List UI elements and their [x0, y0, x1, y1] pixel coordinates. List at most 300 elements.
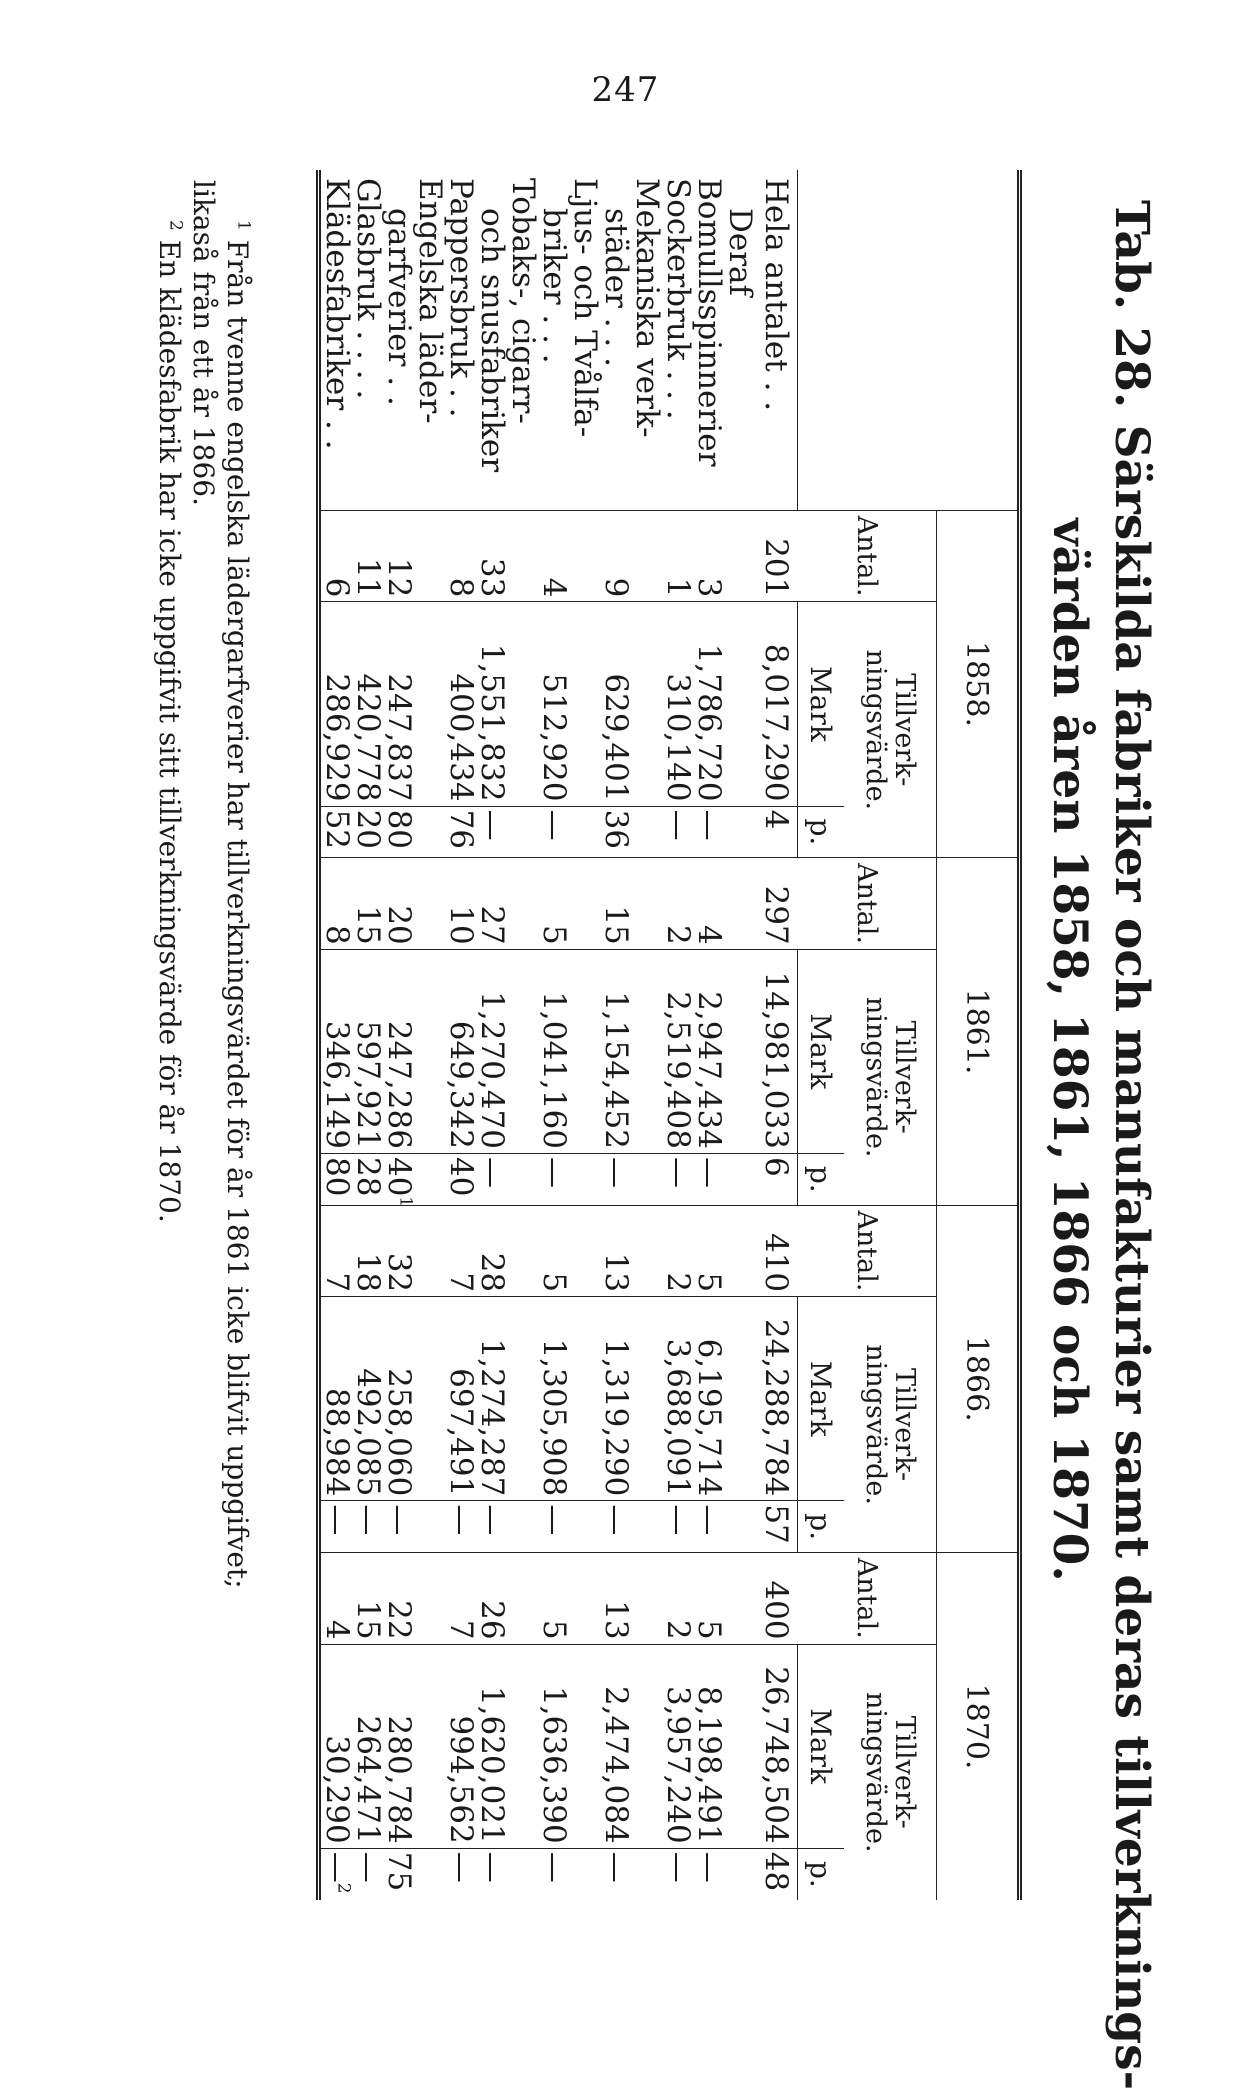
- footnote-text: Från tvenne engelska lädergarfverier har tillverkningsvärdet för år 1861 icke blifvit uppgifvet;: [221, 239, 254, 1589]
- cell-value: —: [350, 1504, 386, 1536]
- cell-1870-mark: [414, 1644, 445, 1848]
- table-row: [662, 170, 693, 1900]
- cell-1861-antal: [350, 858, 386, 950]
- table-row: [507, 170, 538, 1900]
- factory-values-table: [316, 170, 1022, 1900]
- cell-value: 15: [350, 905, 386, 945]
- table-row: [600, 170, 631, 1900]
- cell-value: 9: [598, 577, 634, 598]
- cell-value: 410: [758, 1232, 795, 1293]
- header-mark-1861: Mark: [798, 949, 845, 1153]
- header-tillverk-line2: ningsvärde.: [860, 996, 891, 1158]
- cell-value: 5: [536, 1619, 572, 1640]
- cell-1858-antal: [598, 510, 634, 602]
- cell-value: 6: [758, 1156, 794, 1177]
- cell-value: 15: [350, 1600, 386, 1640]
- cell-1870-p: [381, 1848, 417, 1900]
- cell-1870-p: [724, 1848, 755, 1900]
- cell-1861-p: [569, 1153, 600, 1205]
- cell-value: —: [598, 1504, 634, 1536]
- cell-1861-p: [631, 1153, 662, 1205]
- cell-1861-antal: [414, 858, 445, 950]
- cell-value: 4: [536, 577, 572, 598]
- cell-1866-antal: [598, 1205, 634, 1297]
- cell-1870-antal: [691, 1553, 727, 1645]
- cell-1858-p: [631, 806, 662, 858]
- cell-1861-mark: [691, 949, 727, 1153]
- cell-1858-antal: [414, 510, 445, 602]
- cell-value: 2: [660, 1619, 696, 1640]
- cell-value: 1: [660, 577, 696, 598]
- header-antal-1861: Antal.: [798, 858, 937, 950]
- cell-1870-mark: [319, 1644, 353, 1848]
- rotated-table-page: [101, 160, 1172, 2090]
- cell-1866-mark: [319, 1297, 353, 1501]
- cell-value: 2: [660, 1272, 696, 1293]
- cell-1858-p: [350, 806, 386, 858]
- cell-1861-mark: [569, 949, 600, 1153]
- header-antal-1858: Antal.: [798, 510, 937, 602]
- cell-value: —: [691, 1851, 727, 1883]
- cell-1861-p: [724, 1153, 755, 1205]
- cell-value: 33: [474, 557, 510, 598]
- cell-value: 7: [319, 1272, 355, 1293]
- cell-value: 13: [598, 1252, 634, 1293]
- cell-value: 597,921: [350, 1020, 386, 1149]
- cell-1866-antal: [660, 1205, 696, 1297]
- cell-value: —: [691, 1504, 727, 1536]
- header-year-1858: 1858.: [937, 510, 1020, 857]
- cell-1858-p: [474, 806, 510, 858]
- cell-1866-mark: [598, 1297, 634, 1501]
- cell-1870-antal: [569, 1553, 600, 1645]
- cell-1870-mark: [691, 1644, 727, 1848]
- cell-1861-antal: [381, 858, 417, 950]
- cell-value: —: [660, 1156, 696, 1188]
- row-label-text: Glasbruk . . . .: [350, 178, 386, 400]
- cell-value: —: [474, 1851, 510, 1883]
- row-label: [505, 170, 541, 510]
- header-tillverk-1866: [844, 1297, 937, 1553]
- cell-value: —: [536, 809, 572, 841]
- cell-1861-p: [598, 1153, 634, 1205]
- cell-value: 247,837: [381, 673, 417, 802]
- cell-value: 2,947,434: [691, 991, 727, 1149]
- row-label: [412, 170, 448, 510]
- footnote-2: [152, 180, 186, 1910]
- cell-value: 36: [598, 809, 634, 850]
- cell-value: 258,060: [381, 1368, 417, 1497]
- cell-1870-antal: [381, 1553, 417, 1645]
- cell-1870-p: [443, 1848, 479, 1900]
- cell-value: 4: [758, 809, 794, 830]
- cell-value: 7: [443, 1619, 479, 1640]
- cell-value: 28: [474, 1252, 510, 1293]
- cell-value: —: [381, 1504, 417, 1536]
- cell-1866-p: [474, 1501, 510, 1553]
- cell-1861-p: [350, 1153, 386, 1205]
- cell-value: 80: [319, 1156, 355, 1197]
- footnote-mark: 2: [165, 220, 186, 231]
- cell-1866-mark: [350, 1297, 386, 1501]
- header-antal-1870: Antal.: [798, 1553, 937, 1645]
- row-label: [536, 170, 572, 510]
- cell-1858-mark: [598, 602, 634, 806]
- cell-1861-mark: [319, 949, 353, 1153]
- cell-1858-mark: [507, 602, 538, 806]
- cell-1861-antal: [569, 858, 600, 950]
- cell-value: 20: [350, 809, 386, 850]
- row-label-text: Hela antalet . .: [758, 178, 794, 412]
- cell-value: —: [691, 809, 727, 841]
- cell-value: —: [319, 1851, 355, 1883]
- row-label-text: Ljus- och Tvålfa-: [567, 178, 603, 438]
- cell-value: 88,984: [319, 1387, 355, 1497]
- cell-1866-mark: [569, 1297, 600, 1501]
- cell-value: 297: [758, 885, 795, 945]
- table-row: [476, 170, 507, 1900]
- cell-1858-antal: [631, 510, 662, 602]
- row-label-text: Sockerbruk . . .: [660, 178, 696, 420]
- cell-1870-p: [631, 1848, 662, 1900]
- cell-1861-p: [507, 1153, 538, 1205]
- cell-value: 1,274,287: [474, 1338, 510, 1497]
- cell-1866-p: [414, 1501, 445, 1553]
- cell-value: 13: [598, 1600, 634, 1640]
- table-row: [724, 170, 755, 1900]
- cell-1858-p: [381, 806, 417, 858]
- row-label-text: Pappersbruk . .: [443, 178, 479, 418]
- cell-value: 52: [319, 809, 355, 850]
- cell-value: 1,041,160: [536, 991, 572, 1149]
- row-label-text: Deraf: [722, 208, 758, 296]
- cell-value: 264,471: [350, 1715, 386, 1844]
- footnote-1: [220, 180, 254, 1910]
- cell-1861-antal: [474, 858, 510, 950]
- header-year-1861: 1861.: [937, 858, 1020, 1205]
- cell-1858-antal: [691, 510, 727, 602]
- table-row: [414, 170, 445, 1900]
- cell-1861-p: [443, 1153, 479, 1205]
- cell-1858-mark: [319, 602, 353, 806]
- table-body: [319, 170, 798, 1900]
- cell-1858-p: [443, 806, 479, 858]
- cell-value: —: [660, 1504, 696, 1536]
- cell-1861-p: [381, 1153, 417, 1208]
- cell-1866-antal: [536, 1205, 572, 1297]
- cell-1870-mark: [474, 1644, 510, 1848]
- header-blank: [798, 170, 1020, 510]
- cell-value: 6: [319, 577, 355, 598]
- cell-1858-p: [660, 806, 696, 858]
- footnote-marker: 1: [395, 1196, 416, 1208]
- cell-value: 14,981,033: [758, 971, 794, 1149]
- cell-1866-mark: [631, 1297, 662, 1501]
- cell-value: 697,491: [443, 1368, 479, 1497]
- cell-value: 48: [758, 1851, 794, 1892]
- header-p-1870: p.: [798, 1848, 845, 1900]
- cell-1861-antal: [660, 858, 696, 950]
- cell-1870-mark: [536, 1644, 572, 1848]
- table-title: [1038, 200, 1162, 2090]
- cell-value: 5: [536, 1272, 572, 1293]
- header-year-1870: 1870.: [937, 1553, 1020, 1900]
- cell-1866-antal: [474, 1205, 510, 1297]
- cell-value: —: [536, 1851, 572, 1883]
- footnote-text: En klädesfabrik har icke uppgifvit sitt tillverkningsvärde för år 1870.: [153, 239, 186, 1223]
- cell-1866-mark: [414, 1297, 445, 1501]
- cell-1861-antal: [319, 858, 353, 950]
- cell-value: 26,748,504: [758, 1666, 794, 1844]
- cell-1861-antal: [724, 858, 755, 950]
- cell-value: 6,195,714: [691, 1338, 727, 1497]
- cell-1861-mark: [414, 949, 445, 1153]
- cell-1861-p: [755, 1153, 798, 1205]
- table-row: [538, 170, 569, 1900]
- cell-value: —: [474, 1504, 510, 1536]
- header-tillverk-line1: Tillverk-: [889, 1715, 920, 1829]
- cell-value: 649,342: [443, 1020, 479, 1149]
- cell-1866-mark: [724, 1297, 755, 1501]
- cell-1870-antal: [724, 1553, 755, 1645]
- cell-value: 1,305,908: [536, 1338, 572, 1497]
- cell-1861-mark: [631, 949, 662, 1153]
- cell-value: 18: [350, 1252, 386, 1293]
- header-mark-1858: Mark: [798, 602, 845, 806]
- header-p-1866: p.: [798, 1501, 845, 1553]
- cell-value: 80: [381, 809, 417, 850]
- cell-value: 1,154,452: [598, 991, 634, 1149]
- header-mark-1866: Mark: [798, 1297, 845, 1501]
- cell-1858-mark: [350, 602, 386, 806]
- cell-value: 1,636,390: [536, 1685, 572, 1844]
- cell-1866-p: [724, 1501, 755, 1553]
- cell-value: —: [474, 809, 510, 841]
- footnotes: [152, 180, 254, 1910]
- row-label: [381, 170, 417, 510]
- row-label: [319, 170, 353, 510]
- row-label-text: städer . . .: [598, 208, 634, 367]
- cell-1870-mark: [724, 1644, 755, 1848]
- header-year-1866: 1866.: [937, 1205, 1020, 1552]
- cell-1861-antal: [755, 858, 798, 950]
- cell-value: 28: [350, 1156, 386, 1197]
- cell-value: 1,786,720: [691, 643, 727, 802]
- cell-1870-p: [474, 1848, 510, 1900]
- cell-value: —: [536, 1504, 572, 1536]
- cell-1866-mark: [507, 1297, 538, 1501]
- cell-value: 8: [319, 925, 355, 945]
- cell-1870-mark: [660, 1644, 696, 1848]
- cell-1866-antal: [755, 1205, 798, 1297]
- cell-value: 3,957,240: [660, 1685, 696, 1844]
- cell-value: 310,140: [660, 673, 696, 802]
- cell-1858-antal: [536, 510, 572, 602]
- cell-1870-antal: [414, 1553, 445, 1645]
- cell-1858-mark: [536, 602, 572, 806]
- row-label: [598, 170, 634, 510]
- cell-value: 4: [691, 925, 727, 945]
- cell-1861-mark: [474, 949, 510, 1153]
- cell-1866-p: [536, 1501, 572, 1553]
- cell-1858-antal: [319, 510, 353, 602]
- cell-value: 27: [474, 905, 510, 945]
- cell-value: 22: [381, 1600, 417, 1640]
- cell-value: 8: [443, 577, 479, 598]
- cell-1870-antal: [507, 1553, 538, 1645]
- cell-1858-antal: [660, 510, 696, 602]
- cell-1858-mark: [691, 602, 727, 806]
- cell-1866-antal: [691, 1205, 727, 1297]
- cell-1870-p: [536, 1848, 572, 1900]
- cell-1861-antal: [536, 858, 572, 950]
- cell-value: 5: [691, 1272, 727, 1293]
- cell-1866-p: [443, 1501, 479, 1553]
- cell-1866-p: [631, 1501, 662, 1553]
- cell-value: —: [660, 809, 696, 841]
- row-label: [755, 170, 798, 510]
- cell-1861-mark: [660, 949, 696, 1153]
- cell-1858-p: [755, 806, 798, 858]
- cell-1866-mark: [755, 1297, 798, 1501]
- cell-1866-mark: [474, 1297, 510, 1501]
- cell-1866-p: [507, 1501, 538, 1553]
- row-label: [722, 170, 758, 510]
- cell-1866-mark: [381, 1297, 417, 1501]
- cell-1870-antal: [536, 1553, 572, 1645]
- cell-1870-antal: [660, 1553, 696, 1645]
- row-label: [474, 170, 510, 510]
- cell-1866-antal: [319, 1205, 353, 1297]
- cell-1858-mark: [724, 602, 755, 806]
- cell-1861-mark: [350, 949, 386, 1153]
- cell-1858-p: [536, 806, 572, 858]
- cell-1858-p: [507, 806, 538, 858]
- cell-value: 5: [536, 925, 572, 945]
- header-tillverk-1858: [844, 602, 937, 858]
- cell-value: 4: [319, 1619, 355, 1640]
- cell-value: 201: [758, 538, 795, 598]
- cell-1870-p: [319, 1848, 353, 1900]
- cell-1861-p: [536, 1153, 572, 1205]
- cell-1866-antal: [631, 1205, 662, 1297]
- footnote-1-continuation: likaså från ett år 1866.: [187, 180, 220, 507]
- cell-value: —: [598, 1156, 634, 1188]
- cell-1870-p: [598, 1848, 634, 1900]
- cell-1861-mark: [755, 949, 798, 1153]
- cell-value: 7: [443, 1272, 479, 1293]
- cell-1866-p: [755, 1501, 798, 1553]
- cell-1861-p: [691, 1153, 727, 1205]
- cell-1858-p: [691, 806, 727, 858]
- cell-1870-antal: [319, 1553, 353, 1645]
- cell-value: 1,551,832: [474, 643, 510, 802]
- cell-value: 2,474,084: [598, 1685, 634, 1844]
- cell-value: 10: [443, 905, 479, 945]
- cell-1866-antal: [569, 1205, 600, 1297]
- cell-1870-mark: [381, 1644, 417, 1848]
- cell-1858-antal: [443, 510, 479, 602]
- header-tillverk-line1: Tillverk-: [889, 1368, 920, 1482]
- cell-value: 2: [660, 925, 696, 945]
- cell-1861-mark: [536, 949, 572, 1153]
- row-label-text: Klädesfabriker . .: [319, 178, 355, 450]
- cell-value: —: [443, 1851, 479, 1883]
- cell-value: 26: [474, 1600, 510, 1640]
- cell-1866-mark: [443, 1297, 479, 1501]
- row-label-text: garfverier . .: [381, 208, 417, 406]
- cell-1866-antal: [724, 1205, 755, 1297]
- table-row: [352, 170, 383, 1900]
- row-label-text: Engelska läder-: [412, 178, 448, 424]
- cell-1858-p: [569, 806, 600, 858]
- cell-1866-p: [381, 1501, 417, 1553]
- cell-value: 76: [443, 809, 479, 850]
- row-label-text: Mekaniska verk-: [629, 178, 665, 438]
- cell-value: 3,688,091: [660, 1338, 696, 1497]
- cell-1858-mark: [660, 602, 696, 806]
- row-label-text: och snusfabriker: [474, 208, 510, 473]
- table-row: [445, 170, 476, 1900]
- header-tillverk-line1: Tillverk-: [889, 1020, 920, 1134]
- cell-value: 24,288,784: [758, 1318, 794, 1497]
- cell-1858-antal: [724, 510, 755, 602]
- cell-1858-mark: [381, 602, 417, 806]
- cell-value: 5: [691, 1619, 727, 1640]
- cell-1870-p: [755, 1848, 798, 1900]
- cell-1861-mark: [598, 949, 634, 1153]
- cell-1858-p: [724, 806, 755, 858]
- header-p-1858: p.: [798, 806, 845, 858]
- cell-1866-antal: [443, 1205, 479, 1297]
- header-tillverk-line2: ningsvärde.: [860, 1691, 891, 1853]
- cell-value: 629,401: [598, 673, 634, 802]
- table-title-line-2: värden åren 1858, 1861, 1866 och 1870.: [1042, 518, 1097, 1582]
- cell-1866-p: [691, 1501, 727, 1553]
- cell-1858-antal: [474, 510, 510, 602]
- cell-1866-mark: [660, 1297, 696, 1501]
- cell-1870-mark: [443, 1644, 479, 1848]
- cell-1861-mark: [381, 949, 417, 1153]
- cell-value: —: [474, 1156, 510, 1188]
- cell-value: 8,198,491: [691, 1685, 727, 1844]
- header-tillverk-1861: [844, 949, 937, 1205]
- cell-1870-antal: [350, 1553, 386, 1645]
- cell-value: —: [319, 1504, 355, 1536]
- cell-value: 346,149: [319, 1020, 355, 1149]
- cell-value: 12: [381, 557, 417, 598]
- cell-1866-mark: [691, 1297, 727, 1501]
- footnote-marker: 2: [333, 1882, 354, 1894]
- cell-value: —: [660, 1851, 696, 1883]
- cell-1866-p: [350, 1501, 386, 1553]
- table-row: [383, 170, 414, 1900]
- cell-1861-antal: [507, 858, 538, 950]
- table-row: [755, 170, 798, 1900]
- row-label: [443, 170, 479, 510]
- cell-1866-p: [660, 1501, 696, 1553]
- cell-value: 994,562: [443, 1715, 479, 1844]
- cell-1858-p: [414, 806, 445, 858]
- cell-1866-antal: [350, 1205, 386, 1297]
- cell-value: —: [536, 1156, 572, 1188]
- cell-1861-p: [660, 1153, 696, 1205]
- header-tillverk-line2: ningsvärde.: [860, 1344, 891, 1505]
- row-label: [350, 170, 386, 510]
- row-label: [691, 170, 727, 510]
- cell-value: 3: [691, 577, 727, 598]
- cell-value: 1,270,470: [474, 991, 510, 1149]
